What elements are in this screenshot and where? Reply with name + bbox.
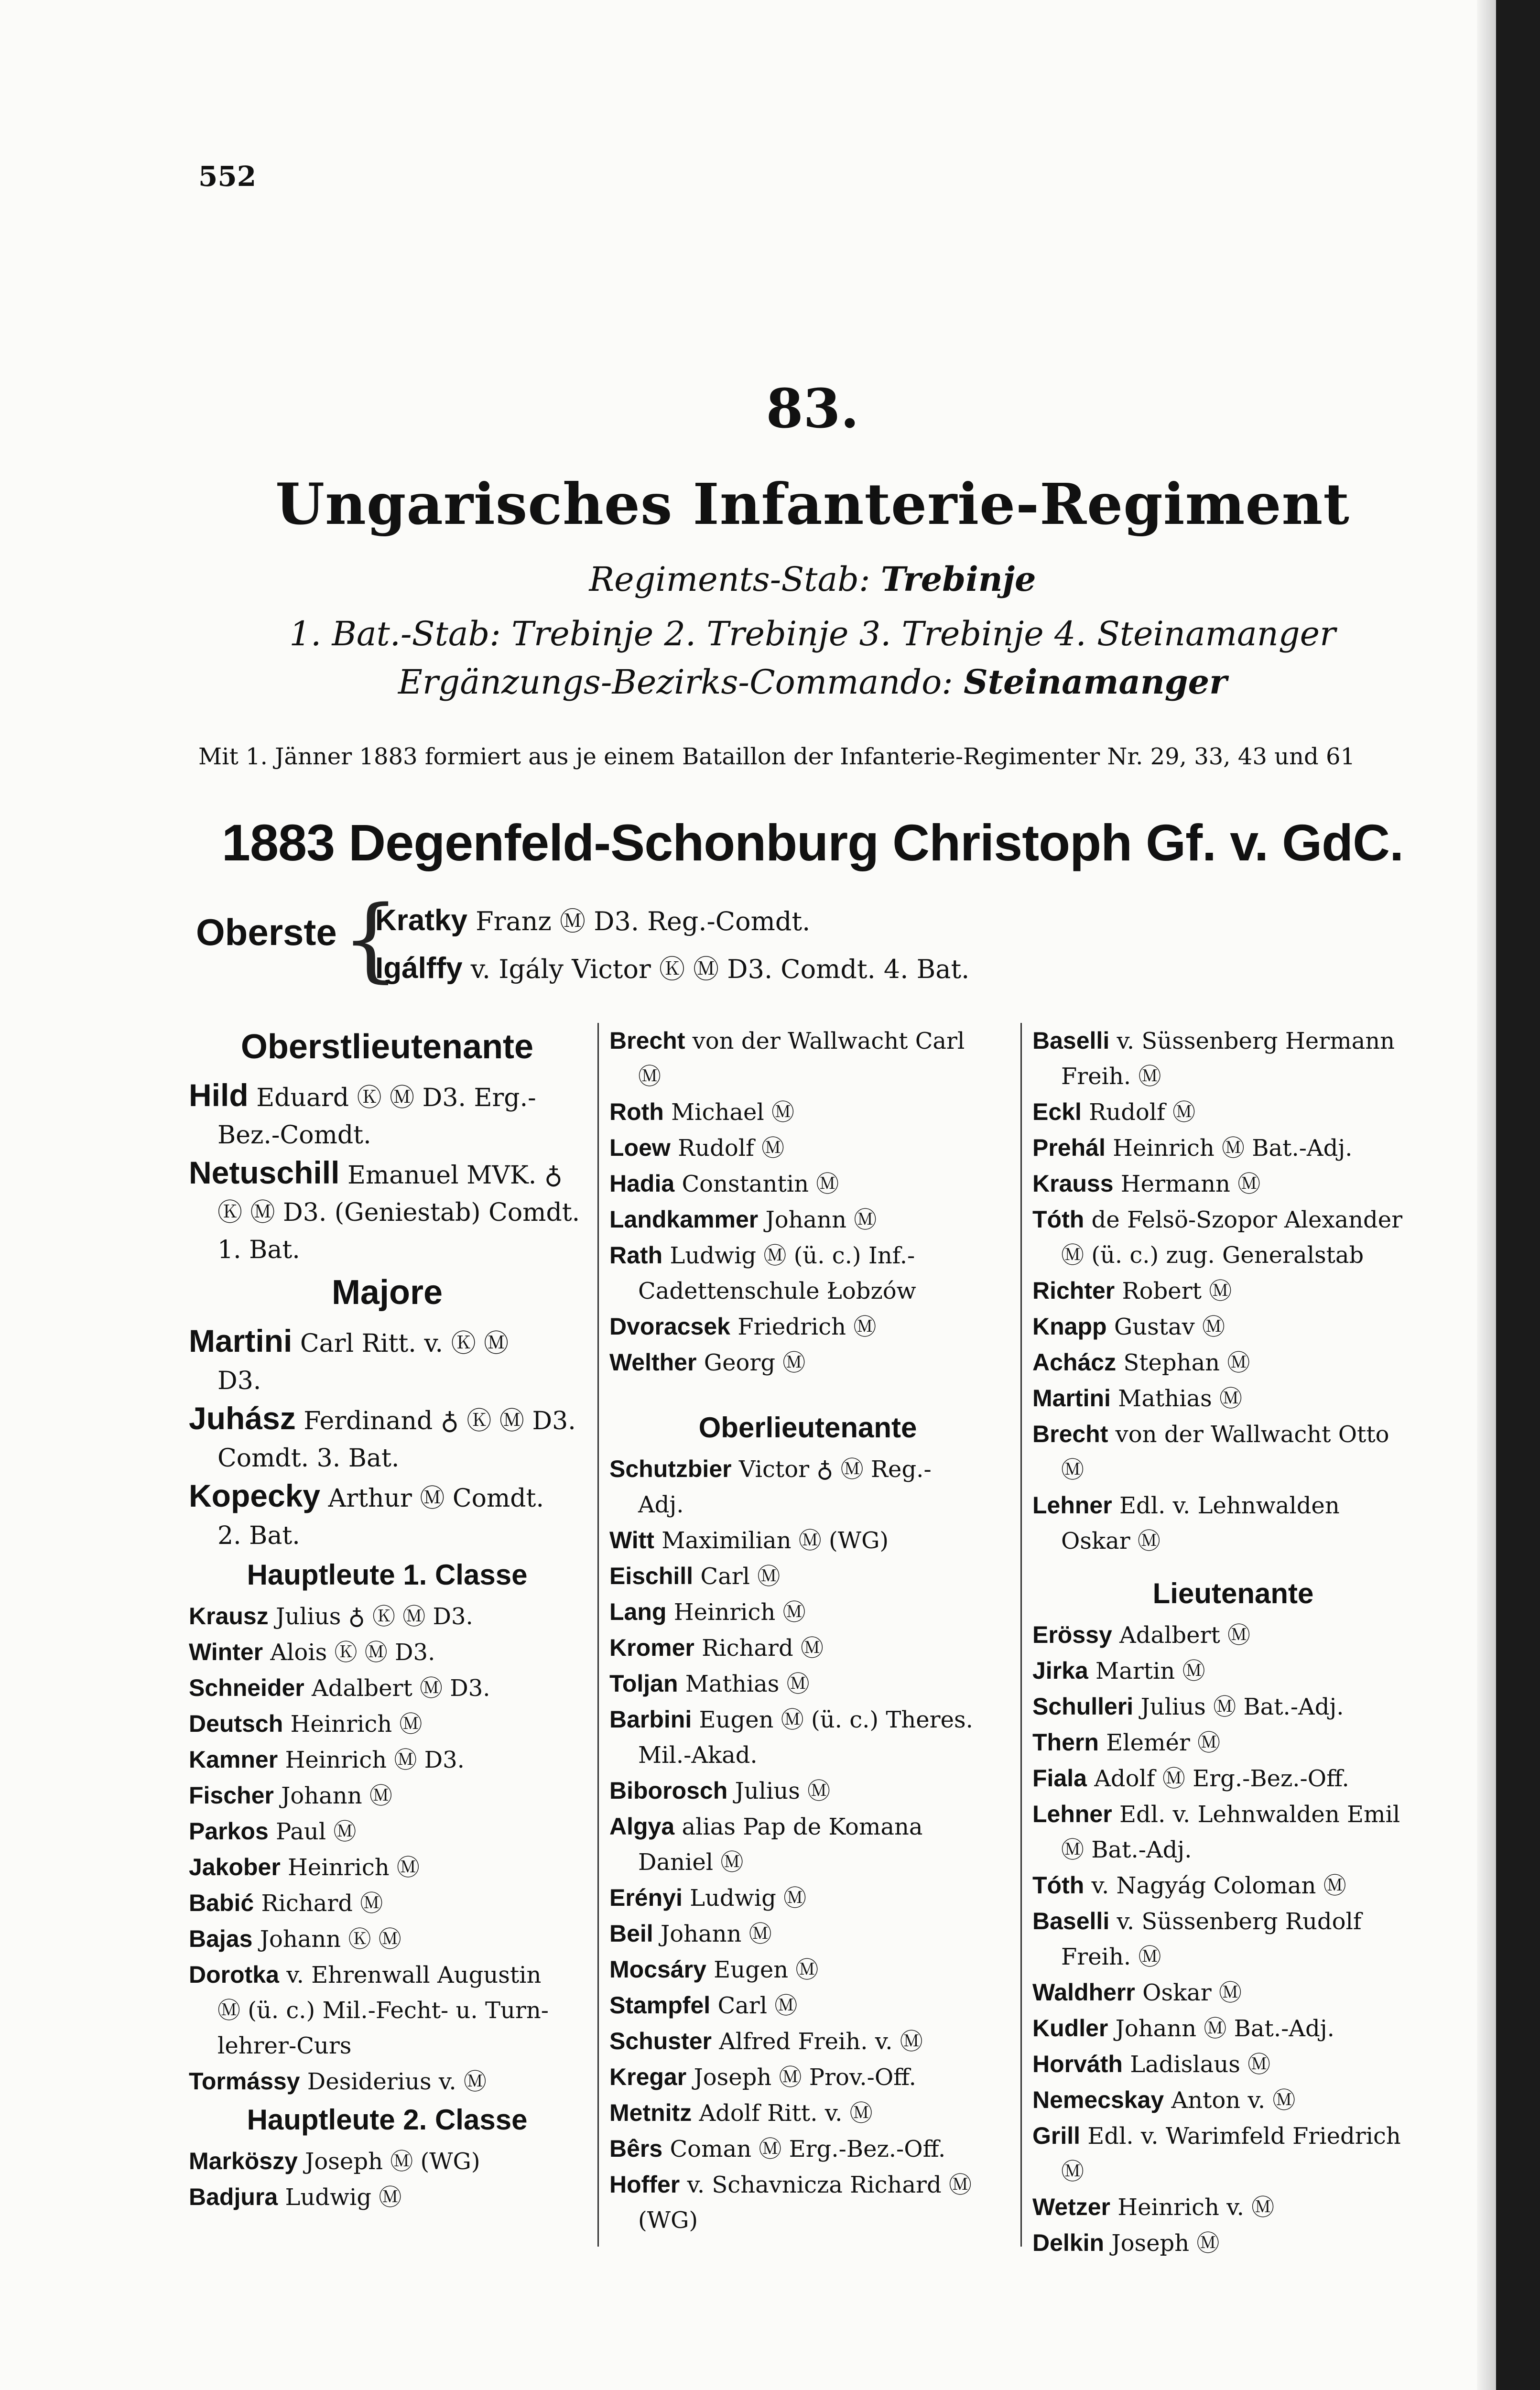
officer-details: Ludwig Ⓜ xyxy=(285,2184,402,2211)
list-item xyxy=(609,2095,1006,2131)
officer-surname: Biborosch xyxy=(609,1777,728,1804)
officer-details: Stephan Ⓜ xyxy=(1123,1349,1250,1376)
officer-details: v. Schavnicza Richard Ⓜ xyxy=(687,2172,972,2198)
officer-surname: Hadia xyxy=(609,1170,675,1197)
list-item xyxy=(609,1880,1006,1916)
officer-surname: Fiala xyxy=(1032,1765,1087,1792)
list-item xyxy=(1032,2010,1434,2046)
officer-details: Rudolf Ⓜ xyxy=(678,1135,785,1162)
officer-surname: Lehner xyxy=(1032,1492,1112,1519)
list-item xyxy=(189,1957,586,2064)
regiment-title: Ungarisches Infanterie-Regiment xyxy=(275,471,1350,537)
officer-details-continued: Adj. xyxy=(638,1491,684,1518)
list-item xyxy=(609,1023,1006,1094)
officer-details: Emanuel MVK. ♁ xyxy=(347,1161,563,1190)
oberst-name: Igálffy xyxy=(375,952,463,985)
list-item xyxy=(609,2059,1006,2095)
officer-surname: Roth xyxy=(609,1098,664,1125)
list-item xyxy=(189,1154,586,1269)
officer-details: Adalbert Ⓜ D3. xyxy=(312,1675,490,1702)
officer-surname: Netuschill xyxy=(189,1155,340,1190)
column-rule xyxy=(597,1023,599,2247)
officer-surname: Erényi xyxy=(609,1884,683,1911)
list-item xyxy=(609,1773,1006,1809)
heading-hauptleute-1: Hauptleute 1. Classe xyxy=(247,1559,528,1591)
officer-surname: Stampfel xyxy=(609,1992,711,2019)
officer-details: Ludwig Ⓜ (ü. c.) Inf.- xyxy=(670,1242,915,1269)
officer-details: Alfred Freih. v. Ⓜ xyxy=(719,2028,923,2055)
column-1 xyxy=(189,1023,586,2215)
list-hauptleute-1 xyxy=(189,1598,586,2099)
list-item xyxy=(609,1594,1006,1630)
officer-details-continued: Mil.-Akad. xyxy=(638,1742,758,1769)
list-item xyxy=(1032,1094,1434,1130)
officer-surname: Erössy xyxy=(1032,1621,1112,1648)
list-item xyxy=(609,1809,1006,1880)
officer-surname: Mocsáry xyxy=(609,1956,706,1983)
officer-surname: Schutzbier xyxy=(609,1456,732,1482)
officer-details: Adolf Ⓜ Erg.-Bez.-Off. xyxy=(1094,1765,1349,1792)
officer-surname: Baselli xyxy=(1032,1027,1110,1054)
officer-details: Arthur Ⓜ Comdt. xyxy=(328,1484,544,1513)
officer-surname: Brecht xyxy=(609,1027,685,1054)
officer-surname: Waldherr xyxy=(1032,1979,1135,2006)
officer-details: Carl Ritt. v. Ⓚ Ⓜ xyxy=(300,1329,509,1358)
list-item xyxy=(609,2131,1006,2167)
officer-details: Eugen Ⓜ xyxy=(714,1956,819,1983)
list-item xyxy=(609,1166,1006,1202)
list-item xyxy=(1032,1202,1434,1273)
list-item xyxy=(189,1849,586,1885)
list-item xyxy=(189,1778,586,1814)
list-oberlieutenante-a xyxy=(609,1023,1006,1380)
officer-details: Joseph Ⓜ Prov.-Off. xyxy=(694,2064,916,2091)
officer-details: Julius Ⓜ Bat.-Adj. xyxy=(1140,1694,1344,1720)
officer-details-continued: Ⓚ Ⓜ D3. (Geniestab) Comdt. 1. Bat. xyxy=(217,1198,580,1264)
officer-surname: Bêrs xyxy=(609,2135,663,2162)
list-item xyxy=(1032,1725,1434,1760)
officer-details: v. Süssenberg Hermann xyxy=(1117,1028,1395,1054)
officer-details: Eduard Ⓚ Ⓜ D3. Erg.- xyxy=(256,1084,536,1112)
officer-details: Friedrich Ⓜ xyxy=(737,1314,877,1340)
list-item xyxy=(1032,1975,1434,2010)
list-item xyxy=(609,1522,1006,1558)
officer-surname: Fischer xyxy=(189,1782,274,1809)
oberst-entry xyxy=(375,949,969,986)
officer-details: Hermann Ⓜ xyxy=(1120,1171,1261,1197)
officer-surname: Dorotka xyxy=(189,1961,279,1988)
officer-surname: Jirka xyxy=(1032,1657,1088,1684)
list-item xyxy=(1032,1345,1434,1380)
officer-details: Eugen Ⓜ (ü. c.) Theres. xyxy=(699,1706,973,1733)
officer-details: Heinrich v. Ⓜ xyxy=(1117,2194,1275,2221)
officer-details: Mathias Ⓜ xyxy=(685,1671,810,1697)
stab-value: Trebinje xyxy=(880,559,1036,599)
officer-surname: Lang xyxy=(609,1598,667,1625)
list-item xyxy=(609,2167,1006,2238)
sheet-edge xyxy=(1477,0,1496,2390)
list-item xyxy=(189,1598,586,1634)
officer-details-continued: Comdt. 3. Bat. xyxy=(217,1444,400,1473)
officer-surname: Kopecky xyxy=(189,1478,321,1513)
officer-details-continued: (WG) xyxy=(638,2207,698,2234)
officer-details: Johann Ⓜ xyxy=(281,1782,392,1809)
officer-surname: Schuster xyxy=(609,2028,712,2054)
inhaber-line: 1883 Degenfeld-Schonburg Christoph Gf. v. GdC. xyxy=(221,814,1404,871)
officer-details: Ferdinand ♁ Ⓚ Ⓜ D3. xyxy=(304,1407,576,1435)
list-item xyxy=(1032,1488,1434,1559)
list-item xyxy=(1032,1617,1434,1653)
officer-details-continued: Bez.-Comdt. xyxy=(217,1121,371,1150)
officer-surname: Knapp xyxy=(1032,1313,1107,1340)
list-item xyxy=(189,2179,586,2215)
list-item xyxy=(189,1634,586,1670)
list-item xyxy=(189,1814,586,1849)
list-item xyxy=(189,1921,586,1957)
list-item xyxy=(189,1670,586,1706)
officer-surname: Achácz xyxy=(1032,1349,1117,1376)
list-item xyxy=(609,1916,1006,1952)
officer-surname: Toljan xyxy=(609,1670,678,1697)
officer-details-continued: D3. xyxy=(217,1367,261,1395)
oberste-label: Oberste xyxy=(196,911,337,953)
officer-details: Adalbert Ⓜ xyxy=(1119,1622,1251,1649)
officer-surname: Tóth xyxy=(1032,1872,1085,1899)
officer-details-continued: 2. Bat. xyxy=(217,1521,300,1550)
officer-details: Edl. v. Warimfeld Friedrich xyxy=(1087,2123,1401,2150)
officer-surname: Wetzer xyxy=(1032,2194,1111,2220)
officer-details: Johann Ⓜ xyxy=(660,1921,772,1947)
officer-surname: Loew xyxy=(609,1134,671,1161)
list-item xyxy=(1032,1760,1434,1796)
officer-surname: Nemecskay xyxy=(1032,2086,1164,2113)
officer-surname: Kudler xyxy=(1032,2015,1108,2042)
officer-details: Victor ♁ Ⓜ Reg.- xyxy=(738,1456,932,1483)
officer-surname: Krauss xyxy=(1032,1170,1114,1197)
list-item xyxy=(189,1400,586,1477)
officer-details: Julius ♁ Ⓚ Ⓜ D3. xyxy=(276,1603,473,1630)
officer-details: Joseph Ⓜ xyxy=(1111,2230,1220,2257)
erg-label: Ergänzungs-Bezirks-Commando: xyxy=(398,663,953,702)
officer-surname: Tóth xyxy=(1032,1206,1085,1233)
officer-details-continued: Ⓜ Bat.-Adj. xyxy=(1061,1836,1192,1863)
list-item xyxy=(189,2143,586,2179)
list-item xyxy=(1032,1416,1434,1488)
officer-details-continued: Ⓜ (ü. c.) zug. Generalstab xyxy=(1061,1242,1364,1269)
heading-majore: Majore xyxy=(331,1273,443,1312)
officer-details-continued: Cadettenschule Łobzów xyxy=(638,1278,916,1304)
list-item xyxy=(609,1988,1006,2023)
officer-details: Constantin Ⓜ xyxy=(682,1171,839,1197)
list-item xyxy=(1032,2225,1434,2261)
officer-details: Anton v. Ⓜ xyxy=(1171,2087,1296,2114)
officer-details: v. Nagyág Coloman Ⓜ xyxy=(1091,1872,1346,1899)
officer-surname: Kregar xyxy=(609,2064,687,2090)
officer-surname: Horváth xyxy=(1032,2051,1123,2077)
officer-surname: Dvoracsek xyxy=(609,1313,730,1340)
list-item xyxy=(1032,2082,1434,2118)
list-item xyxy=(609,1094,1006,1130)
list-item xyxy=(609,1345,1006,1380)
officer-surname: Juhász xyxy=(189,1401,296,1436)
officer-details: Adolf Ritt. v. Ⓜ xyxy=(699,2100,873,2127)
officer-surname: Baselli xyxy=(1032,1908,1110,1934)
list-item xyxy=(609,1558,1006,1594)
officer-surname: Witt xyxy=(609,1527,654,1554)
list-majore xyxy=(189,1322,586,1554)
column-2 xyxy=(609,1023,1006,2238)
officer-details: Heinrich Ⓜ xyxy=(288,1854,420,1881)
list-item xyxy=(1032,1689,1434,1725)
officer-details: v. Süssenberg Rudolf xyxy=(1117,1908,1362,1935)
officer-details: Heinrich Ⓜ xyxy=(290,1711,423,1738)
list-item xyxy=(609,2023,1006,2059)
officer-details: alias Pap de Komana xyxy=(682,1814,923,1840)
list-item xyxy=(1032,1653,1434,1689)
officer-details: Paul Ⓜ xyxy=(276,1818,357,1845)
list-item xyxy=(609,1952,1006,1988)
officer-details: Richard Ⓜ xyxy=(261,1890,383,1917)
officer-surname: Badjura xyxy=(189,2184,278,2210)
officer-surname: Hoffer xyxy=(609,2171,680,2198)
officer-surname: Martini xyxy=(1032,1385,1111,1412)
officer-surname: Jakober xyxy=(189,1854,281,1880)
officer-surname: Martini xyxy=(189,1323,293,1358)
list-item xyxy=(1032,2189,1434,2225)
officer-details: Michael Ⓜ xyxy=(671,1099,795,1126)
list-item xyxy=(1032,1166,1434,1202)
erg-line xyxy=(0,662,1540,702)
list-item xyxy=(609,1202,1006,1238)
officer-details-continued: Freih. Ⓜ xyxy=(1061,1063,1161,1090)
officer-surname: Winter xyxy=(189,1639,263,1665)
officer-details: Carl Ⓜ xyxy=(700,1563,781,1590)
list-item xyxy=(189,1742,586,1778)
spacer xyxy=(1032,1559,1434,1573)
officer-surname: Grill xyxy=(1032,2122,1081,2149)
formation-note: Mit 1. Jänner 1883 formiert aus je einem Bataillon der Infanterie-Regimenter Nr. 29, 33, 43 und 61 xyxy=(198,743,1356,770)
heading-hauptleute-2: Hauptleute 2. Classe xyxy=(247,2104,528,2136)
officer-details: Oskar Ⓜ xyxy=(1142,1979,1242,2006)
list-item xyxy=(609,1309,1006,1345)
list-hauptleute-2 xyxy=(189,2143,586,2215)
oberst-entry xyxy=(375,901,810,938)
officer-surname: Kromer xyxy=(609,1634,694,1661)
officer-surname: Schulleri xyxy=(1032,1693,1134,1720)
officer-details-continued: Ⓜ xyxy=(1061,1456,1085,1483)
officer-details: Alois Ⓚ Ⓜ D3. xyxy=(270,1639,435,1666)
officer-surname: Krausz xyxy=(189,1603,269,1630)
officer-details: Maximilian Ⓜ (WG) xyxy=(662,1527,889,1554)
list-item xyxy=(189,1076,586,1154)
officer-surname: Marköszy xyxy=(189,2148,298,2174)
brace-icon: { xyxy=(342,886,400,992)
officer-details: Heinrich Ⓜ Bat.-Adj. xyxy=(1113,1135,1353,1162)
officer-details: Robert Ⓜ xyxy=(1122,1278,1232,1304)
officer-surname: Kamner xyxy=(189,1746,278,1773)
oberst-rest: v. Igály Victor Ⓚ Ⓜ D3. Comdt. 4. Bat. xyxy=(470,954,970,984)
officer-surname: Thern xyxy=(1032,1729,1099,1756)
list-item xyxy=(1032,1130,1434,1166)
officer-surname: Algya xyxy=(609,1813,675,1840)
list-item xyxy=(189,1477,586,1554)
officer-details: v. Ehrenwall Augustin xyxy=(286,1962,542,1988)
heading-lieutenante: Lieutenante xyxy=(1152,1577,1314,1609)
officer-details: Carl Ⓜ xyxy=(717,1992,798,2019)
list-oberlieutenante-b xyxy=(609,1451,1006,2238)
officer-details: Georg Ⓜ xyxy=(704,1349,806,1376)
officer-details: von der Wallwacht Carl xyxy=(692,1028,965,1054)
officer-surname: Delkin xyxy=(1032,2229,1105,2256)
list-item xyxy=(1032,1796,1434,1868)
officer-surname: Barbini xyxy=(609,1706,692,1733)
officer-details: Desiderius v. Ⓜ xyxy=(307,2068,487,2095)
heading-oberstlieutenante: Oberstlieutenante xyxy=(240,1028,534,1066)
list-item xyxy=(1032,1868,1434,1903)
list-item xyxy=(189,1885,586,1921)
oberst-name: Kratky xyxy=(375,904,467,937)
officer-details: Martin Ⓜ xyxy=(1095,1658,1205,1684)
officer-surname: Welther xyxy=(609,1349,697,1376)
battalion-line: 1. Bat.-Stab: Trebinje 2. Trebinje 3. Trebinje 4. Steinamanger xyxy=(289,614,1336,653)
officer-details: Mathias Ⓜ xyxy=(1118,1385,1243,1412)
spacer xyxy=(609,1380,1006,1407)
officer-details-continued: Ⓜ xyxy=(1061,2158,1085,2185)
officer-surname: Eischill xyxy=(609,1563,694,1589)
list-lieutenante xyxy=(1032,1617,1434,2261)
officer-surname: Rath xyxy=(609,1242,663,1269)
officer-details: de Felsö-Szopor Alexander xyxy=(1091,1206,1403,1233)
officer-surname: Schneider xyxy=(189,1674,304,1701)
officer-surname: Lehner xyxy=(1032,1801,1112,1827)
stab-line xyxy=(0,559,1540,599)
list-item xyxy=(609,1666,1006,1702)
list-item xyxy=(1032,2046,1434,2082)
list-item xyxy=(1032,1273,1434,1309)
column-3 xyxy=(1032,1023,1434,2261)
heading-oberlieutenante: Oberlieutenante xyxy=(698,1412,917,1444)
officer-details: Joseph Ⓜ (WG) xyxy=(305,2148,480,2175)
officer-surname: Brecht xyxy=(1032,1421,1108,1447)
officer-surname: Landkammer xyxy=(609,1206,759,1233)
list-item xyxy=(189,2064,586,2099)
officer-details: Heinrich Ⓜ D3. xyxy=(285,1747,465,1773)
list-item xyxy=(1032,1023,1434,1094)
officer-details-continued: Oskar Ⓜ xyxy=(1061,1528,1160,1554)
list-item xyxy=(609,1630,1006,1666)
list-item xyxy=(189,1706,586,1742)
officer-surname: Richter xyxy=(1032,1277,1115,1304)
regiment-number: 83. xyxy=(766,378,859,440)
officer-details: Ludwig Ⓜ xyxy=(690,1885,807,1912)
officer-details-continued: Freih. Ⓜ xyxy=(1061,1944,1161,1970)
list-item xyxy=(609,1702,1006,1773)
column-rule xyxy=(1020,1023,1022,2247)
officer-details: Johann Ⓜ xyxy=(765,1206,877,1233)
list-oberlieutenante-c xyxy=(1032,1023,1434,1559)
officer-details: Rudolf Ⓜ xyxy=(1089,1099,1196,1126)
officer-details-continued: Ⓜ (ü. c.) Mil.-Fecht- u. Turn-lehrer-Curs xyxy=(217,1997,549,2059)
officer-details: Julius Ⓜ xyxy=(735,1778,831,1804)
officer-surname: Prehál xyxy=(1032,1134,1106,1161)
officer-surname: Tormássy xyxy=(189,2068,300,2095)
officer-details: Coman Ⓜ Erg.-Bez.-Off. xyxy=(670,2136,946,2162)
list-item xyxy=(1032,1380,1434,1416)
officer-details: Elemér Ⓜ xyxy=(1106,1729,1221,1756)
officer-details-continued: Ⓜ xyxy=(638,1063,662,1090)
list-item xyxy=(609,1451,1006,1522)
officer-details-continued: Daniel Ⓜ xyxy=(638,1849,744,1876)
list-item xyxy=(609,1130,1006,1166)
officer-surname: Parkos xyxy=(189,1818,269,1845)
officer-details: Edl. v. Lehnwalden xyxy=(1119,1492,1340,1519)
list-oberstlieutenante xyxy=(189,1076,586,1269)
officer-surname: Metnitz xyxy=(609,2099,692,2126)
officer-details: von der Wallwacht Otto xyxy=(1115,1421,1389,1448)
officer-details: Edl. v. Lehnwalden Emil xyxy=(1119,1801,1400,1828)
officer-surname: Eckl xyxy=(1032,1098,1082,1125)
officer-details: Ladislaus Ⓜ xyxy=(1130,2051,1271,2078)
officer-surname: Bajas xyxy=(189,1925,253,1952)
list-item xyxy=(1032,2118,1434,2189)
stab-label: Regiments-Stab: xyxy=(589,560,870,599)
list-item xyxy=(189,1322,586,1400)
list-item xyxy=(609,1238,1006,1309)
officer-surname: Beil xyxy=(609,1920,653,1947)
list-item xyxy=(1032,1903,1434,1975)
erg-value: Steinamanger xyxy=(964,662,1227,702)
officer-details: Johann Ⓚ Ⓜ xyxy=(260,1926,401,1953)
officer-surname: Deutsch xyxy=(189,1710,283,1737)
officer-details: Richard Ⓜ xyxy=(702,1635,824,1662)
officer-details: Gustav Ⓜ xyxy=(1114,1314,1225,1340)
officer-details: Johann Ⓜ Bat.-Adj. xyxy=(1115,2015,1334,2042)
officer-surname: Hild xyxy=(189,1077,249,1113)
oberst-rest: Franz Ⓜ D3. Reg.-Comdt. xyxy=(476,906,811,936)
page-number: 552 xyxy=(198,160,257,193)
list-item xyxy=(1032,1309,1434,1345)
officer-surname: Babić xyxy=(189,1890,254,1916)
officer-details: Heinrich Ⓜ xyxy=(673,1599,806,1626)
